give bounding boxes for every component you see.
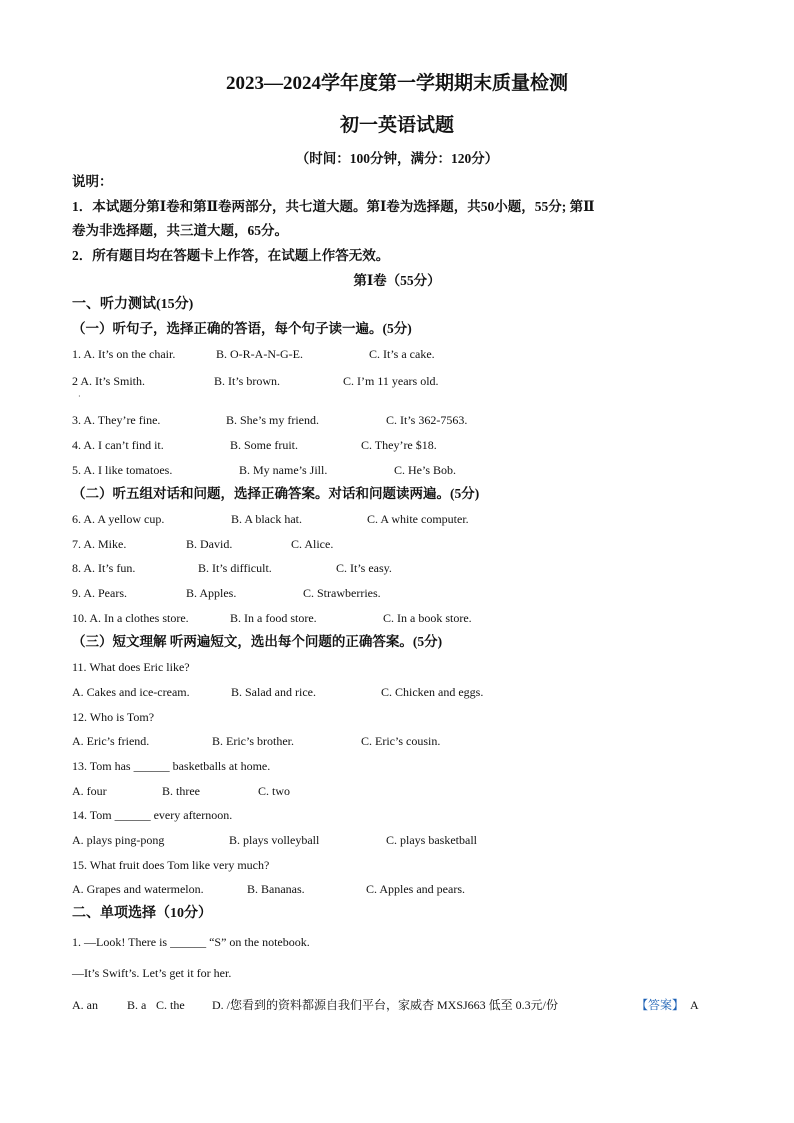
section-2-question-1-option-c: C. the	[156, 998, 185, 1012]
notes-item-2: 2．所有题目均在答题卡上作答，在试题上作答无效。	[72, 248, 390, 263]
section-1-sub-3-title: （三）短文理解 听两遍短文，选出每个问题的正确答案。(5分)	[72, 634, 443, 649]
question-4-option-b: B. Some fruit.	[230, 438, 298, 452]
notes-item-1-line-2: 卷为非选择题，共三道大题，65分。	[72, 223, 288, 238]
stray-dot-mark: ·	[78, 392, 81, 401]
question-14-stem: 14. Tom ______ every afternoon.	[72, 808, 233, 822]
question-11-stem: 11. What does Eric like?	[72, 660, 190, 674]
answer-tag: 【答案】	[636, 998, 685, 1012]
question-1-option-a: 1. A. It’s on the chair.	[72, 347, 176, 361]
section-2-title: 二、单项选择（10分）	[72, 906, 212, 921]
question-5-option-b: B. My name’s Jill.	[239, 463, 328, 477]
question-15-option-c: C. Apples and pears.	[366, 882, 465, 896]
question-6-option-c: C. A white computer.	[367, 512, 469, 526]
section-1-title: 一、听力测试(15分)	[72, 297, 194, 312]
question-14-option-c: C. plays basketball	[386, 833, 477, 847]
question-5-option-c: C. He’s Bob.	[394, 463, 457, 477]
exam-title: 2023—2024学年度第一学期期末质量检测	[225, 73, 568, 94]
question-11-option-c: C. Chicken and eggs.	[381, 685, 484, 699]
section-2-question-1-option-d: D. /您看到的资料都源自我们平台，家威杏 MXSJ663 低至 0.3元/份	[212, 998, 559, 1012]
section-2-question-1-option-b: B. a	[127, 998, 147, 1012]
question-8-option-a: 8. A. It’s fun.	[72, 561, 136, 575]
section-2-question-1-option-a: A. an	[72, 998, 98, 1012]
question-2-option-a: 2 A. It’s Smith.	[72, 374, 146, 388]
question-11-option-b: B. Salad and rice.	[231, 685, 316, 699]
question-13-stem: 13. Tom has ______ basketballs at home.	[72, 759, 271, 773]
section-2-question-1-line-1: 1. —Look! There is ______ “S” on the notebook.	[72, 935, 310, 949]
question-2-option-b: B. It’s brown.	[214, 374, 280, 388]
question-15-option-a: A. Grapes and watermelon.	[72, 882, 204, 896]
section-2-question-1-line-2: —It’s Swift’s. Let’s get it for her.	[72, 966, 232, 980]
question-12-option-a: A. Eric’s friend.	[72, 734, 150, 748]
question-3-option-b: B. She’s my friend.	[226, 413, 319, 427]
question-6-option-a: 6. A. A yellow cup.	[72, 512, 165, 526]
question-9-option-c: C. Strawberries.	[303, 586, 381, 600]
question-7-option-a: 7. A. Mike.	[72, 537, 127, 551]
question-10-option-b: B. In a food store.	[230, 611, 317, 625]
question-11-option-a: A. Cakes and ice-cream.	[72, 685, 190, 699]
question-6-option-b: B. A black hat.	[231, 512, 302, 526]
question-13-option-b: B. three	[162, 784, 200, 798]
question-9-option-a: 9. A. Pears.	[72, 586, 127, 600]
question-14-option-a: A. plays ping-pong	[72, 833, 165, 847]
question-9-option-b: B. Apples.	[186, 586, 237, 600]
question-12-stem: 12. Who is Tom?	[72, 710, 155, 724]
notes-heading: 说明：	[72, 174, 113, 189]
question-8-option-b: B. It’s difficult.	[198, 561, 272, 575]
question-7-option-c: C. Alice.	[291, 537, 334, 551]
question-1-option-b: B. O-R-A-N-G-E.	[216, 347, 303, 361]
section-1-sub-2-title: （二）听五组对话和问题，选择正确答案。对话和问题读两遍。(5分)	[72, 486, 480, 501]
question-13-option-c: C. two	[258, 784, 291, 798]
notes-item-1-line-1: 1．本试题分第Ⅰ卷和第Ⅱ卷两部分，共七道大题。第Ⅰ卷为选择题，共50小题，55分; 第Ⅱ	[72, 199, 595, 214]
answer-value: A	[690, 998, 699, 1012]
question-4-option-c: C. They’re $18.	[361, 438, 437, 452]
question-7-option-b: B. David.	[186, 537, 233, 551]
question-10-option-a: 10. A. In a clothes store.	[72, 611, 189, 625]
question-12-option-c: C. Eric’s cousin.	[361, 734, 441, 748]
section-1-sub-1-title: （一）听句子，选择正确的答语，每个句子读一遍。(5分)	[72, 321, 412, 336]
question-3-option-a: 3. A. They’re fine.	[72, 413, 161, 427]
part-1-title: 第Ⅰ卷（55分）	[353, 273, 441, 288]
question-2-option-c: C. I’m 11 years old.	[343, 374, 439, 388]
question-15-stem: 15. What fruit does Tom like very much?	[72, 858, 270, 872]
question-3-option-c: C. It’s 362-7563.	[386, 413, 468, 427]
question-1-option-c: C. It’s a cake.	[369, 347, 435, 361]
exam-subtitle: 初一英语试题	[339, 115, 454, 136]
question-5-option-a: 5. A. I like tomatoes.	[72, 463, 173, 477]
question-10-option-c: C. In a book store.	[383, 611, 472, 625]
question-15-option-b: B. Bananas.	[247, 882, 305, 896]
question-12-option-b: B. Eric’s brother.	[212, 734, 294, 748]
question-13-option-a: A. four	[72, 784, 107, 798]
question-4-option-a: 4. A. I can’t find it.	[72, 438, 164, 452]
question-14-option-b: B. plays volleyball	[229, 833, 320, 847]
exam-time-info: （时间：100分钟，满分：120分）	[295, 151, 499, 166]
question-8-option-c: C. It’s easy.	[336, 561, 392, 575]
